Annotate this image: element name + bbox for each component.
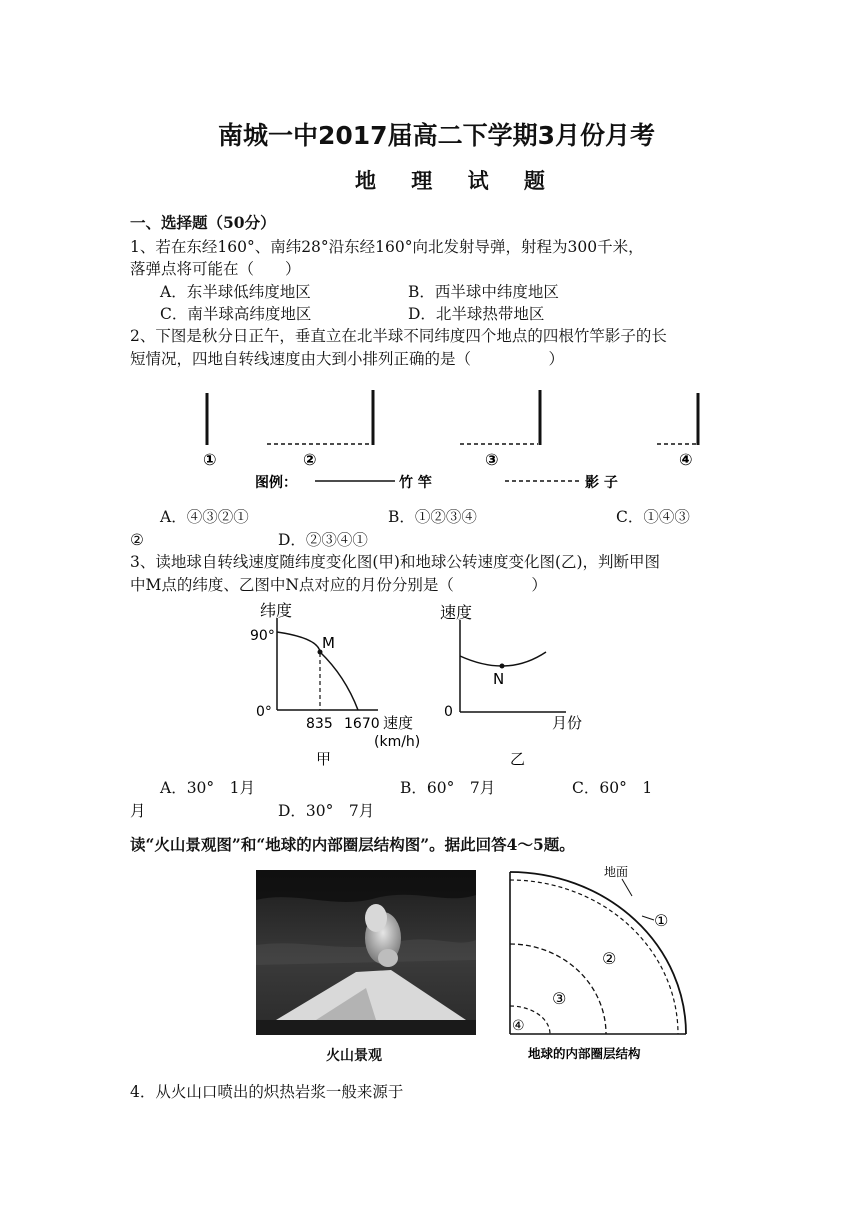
exam-title: 南城一中2017届高二下学期3月份月考 xyxy=(218,121,655,150)
moho-arc xyxy=(510,880,678,1034)
q2-line1: 2、下图是秋分日正午，垂直立在北半球不同纬度四个地点的四根竹竿影子的长 xyxy=(130,327,667,345)
q1-option-c: C．南半球高纬度地区 xyxy=(160,305,312,323)
yi-y-zero-tick: 0 xyxy=(444,704,453,720)
q1-line1: 1、若在东经160°、南纬28°沿东经160°向北发射导弹，射程为300千米， xyxy=(130,238,644,256)
jia-m-label: M xyxy=(322,634,335,652)
q4-text: 4．从火山口喷出的炽热岩浆一般来源于 xyxy=(130,1083,404,1101)
q2-option-d: D．②③④① xyxy=(278,531,368,549)
volcano-image xyxy=(256,870,476,1035)
jia-y-zero-tick: 0° xyxy=(256,704,272,720)
legend-prefix: 图例： xyxy=(255,475,297,491)
layer-label-4: ④ xyxy=(512,1018,525,1034)
q3-option-c-cont: 月 xyxy=(130,802,146,820)
layer-label-3: ③ xyxy=(552,989,567,1008)
volcano-caption: 火山景观 xyxy=(326,1048,382,1064)
jia-y-label: 纬度 xyxy=(260,601,293,620)
jia-x-unit: (km/h) xyxy=(374,734,421,750)
surface-label: 地面 xyxy=(604,865,629,879)
layers-caption: 地球的内部圈层结构 xyxy=(528,1046,641,1061)
q3-line1: 3、读地球自转线速度随纬度变化图(甲)和地球公转速度变化图(乙)，判断甲图 xyxy=(130,553,661,571)
jia-curve xyxy=(277,632,358,710)
q1-option-a: A．东半球低纬度地区 xyxy=(160,283,311,301)
yi-y-label: 速度 xyxy=(440,603,473,622)
q2-option-c-cont: ② xyxy=(130,531,144,549)
q1-line2: 落弹点将可能在（ ） xyxy=(130,260,301,278)
chart-yi xyxy=(430,598,600,770)
shadow-figure xyxy=(195,385,725,495)
figure-label-3: ③ xyxy=(485,450,499,469)
layer-label-1: ① xyxy=(654,911,669,930)
legend-shadow-label: 影 子 xyxy=(585,475,618,491)
q2-line2: 短情况，四地自转线速度由大到小排列正确的是（ ） xyxy=(130,350,565,368)
earth-layers-diagram xyxy=(504,862,694,1062)
jia-caption: 甲 xyxy=(316,750,332,768)
figure-label-2: ② xyxy=(303,450,317,469)
q3-line2: 中M点的纬度、乙图中N点对应的月份分别是（ ） xyxy=(130,576,547,594)
q2-option-c: C．①④③ xyxy=(616,508,690,526)
q3-option-b: B．60° 7月 xyxy=(400,779,496,797)
q3-option-d: D．30° 7月 xyxy=(278,802,375,820)
figure-label-4: ④ xyxy=(679,450,693,469)
q3-option-c: C．60° 1 xyxy=(572,779,653,797)
q3-option-a: A．30° 1月 xyxy=(160,779,256,797)
jia-x-end-tick: 1670 xyxy=(344,716,380,732)
jia-x-mid-tick: 835 xyxy=(306,716,333,732)
figure-label-1: ① xyxy=(203,450,217,469)
yi-x-label: 月份 xyxy=(552,714,583,732)
q1-option-b: B．西半球中纬度地区 xyxy=(408,283,559,301)
exam-subtitle: 地 理 试 题 xyxy=(355,169,559,193)
q2-option-a: A．④③②① xyxy=(160,508,249,526)
q1-option-d: D．北半球热带地区 xyxy=(408,305,545,323)
jia-x-label: 速度 xyxy=(383,714,414,732)
surface-arc xyxy=(510,872,686,1034)
yi-n-label: N xyxy=(493,670,505,688)
yi-point-n xyxy=(500,664,505,669)
yi-caption: 乙 xyxy=(510,750,526,768)
jia-y-top-tick: 90° xyxy=(250,628,275,644)
reading-intro: 读“火山景观图”和“地球的内部圈层结构图”。据此回答4～5题。 xyxy=(130,835,575,854)
q2-option-b: B．①②③④ xyxy=(388,508,477,526)
layer-label-2: ② xyxy=(602,949,617,968)
chart-jia xyxy=(250,598,430,770)
legend-pole-label: 竹 竿 xyxy=(399,475,432,491)
section-heading: 一、选择题（50分） xyxy=(130,213,276,232)
